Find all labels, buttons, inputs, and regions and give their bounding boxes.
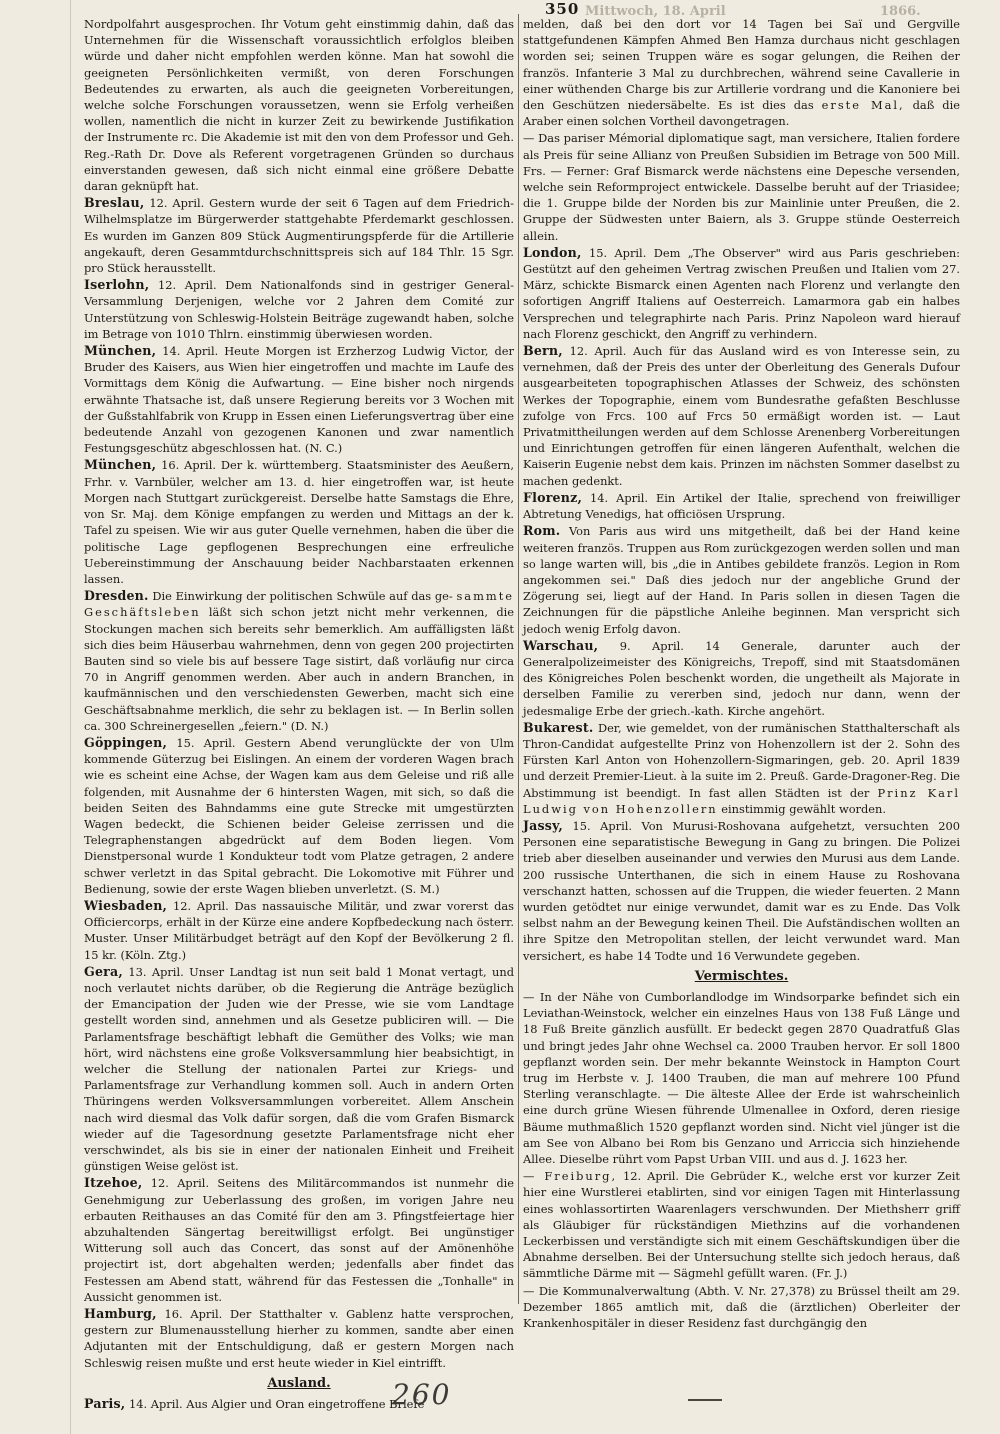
article-paris-cont-end: daß die Araber einen solchen Vortheil davongetragen. bbox=[523, 98, 960, 129]
article-bern bbox=[523, 343, 960, 489]
dateline-wiesbaden: Wiesbaden, bbox=[84, 897, 168, 913]
dateline-goeppingen: Göppingen, bbox=[84, 734, 168, 750]
article-muenchen-1-text: 14. April. Heute Morgen ist Erzherzog Ludwig Victor, der Bruder des Kaisers, aus Wien hier eingetroffen und machte im Laufe des Vormittags dem König die Aufwartung. — Eine bisher noch nirgends erwähnte Thatsache ist, daß unsere Regierung bereits vor 3 Wochen mit der Gußstahlfabrik von Krupp in Essen einen Lieferungsvertrag über eine bedeutende Anzahl von gezogenen Kanonen und zwar namentlich Festungsgeschütz abgeschlossen hat. (N. C.) bbox=[84, 344, 514, 456]
article-bukarest-text-a: Der, wie gemeldet, von der rumänischen Statthalterschaft als Thron-Candidat aufgestellte Prinz von Hohenzollern ist der 2. Sohn des Fürsten Karl Anton von Hohenzollern-Sigmaringen, geb. 20. April 1839 und derzeit Premier-Lieut. à la suite im 2. Preuß. Garde-Dragoner-Reg. Die Abstimmung ist beendigt. In fast allen Städten ist der bbox=[523, 720, 961, 800]
article-paris-continued bbox=[523, 16, 960, 129]
article-dresden-spaced: sammte Geschäftsleben bbox=[84, 589, 515, 620]
article-rom-text: Von Paris aus wird uns mitgetheilt, daß bei der Hand keine weiteren französ. Truppen aus Rom zurückgezogen werden sollen und man so lange warten will, bis „die in Antibes gebildete französ. Legion in Rom angekommen sei." Daß dies jedoch nur der angebliche Grund der Zögerung sei, liegt auf der Hand. In Paris sollen in diesen Tagen die Zeichnungen für die päpstliche Anleihe beginnen. Man verspricht sich jedoch wenig Erfolg davon. bbox=[523, 524, 960, 636]
article-itzehoe bbox=[84, 1175, 514, 1305]
dateline-london: London, bbox=[523, 244, 582, 260]
column-divider bbox=[518, 14, 519, 1304]
dateline-breslau: Breslau, bbox=[84, 195, 145, 211]
article-bukarest-spaced: Prinz Karl Ludwig von Hohenzollern bbox=[523, 785, 960, 816]
dateline-dresden: Dresden. bbox=[84, 588, 149, 604]
article-goeppingen bbox=[84, 735, 514, 897]
article-gera-text: 13. April. Unser Landtag ist nun seit bald 1 Monat vertagt, und noch verlautet nichts darüber, ob die Regierung die Anträge bezüglich der Emancipation der Juden wie der Presse, wie sie vom Landtage gestellt worden sind, annehmen und als Gesetze publiciren will. — Die Parlamentsfrage beschäftigt lebhaft die Gemüther des Volks; wie man hört, wird nächstens eine große Volksversammlung hier beabsichtigt, in welcher die Stellung der nationalen Partei zur Kriegs- und Parlamentsfrage zur Verhandlung kommen soll. Auch in andern Orten Thüringens werden Volksversammlungen vorbereitet. Allem Anschein nach wird diesmal das Volk dafür sorgen, daß die vom Grafen Bismarck wieder auf die Tagesordnung gesetzte Parlamentsfrage nicht eher verschwindet, als bis sie in einer der nationalen Einheit und Freiheit günstigen Weise gelöst ist. bbox=[84, 964, 514, 1174]
article-dresden-text-b: läßt sich schon jetzt nicht mehr verkennen, die Stockungen machen sich bereits sehr bemerklich. Am auffälligsten läßt sich dies beim Häuserbau wahrnehmen, denn von gegen 200 projectirten Bauten sind so viele bis auf bessere Tage sistirt, daß vorläufig nur circa 70 in Angriff genommen werden. Aber auch in andern Branchen, in kaufmännischen und den verschiedensten Gewerben, macht sich eine Geschäftsabnahme merklich, die sehr zu beklagen ist. — In Berlin sollen ca. 300 Schreinergesellen „feiern." (D. N.) bbox=[84, 605, 514, 733]
dateline-muenchen-2: München, bbox=[84, 457, 157, 473]
article-gera bbox=[84, 964, 514, 1175]
article-breslau bbox=[84, 195, 514, 276]
article-weinstock: — In der Nähe von Cumborlandlodge im Windsorparke befindet sich ein Leviathan-Weinstock, welcher ein einzelnes Haus von 138 Fuß Länge und 18 Fuß Breite gänzlich ausfüllt. Er bedeckt gegen 2870 Quadratfuß Glas und bringt jedes Jahr ohne Wechsel ca. 2000 Trauben hervor. Er soll 1800 gepflanzt worden sein. Der mehr bekannte Weinstock in Hampton Court trug im Herbste v. J. 1400 Trauben, die man auf mehrere 100 Pfund Sterling veranschlagte. — Die älteste Allee der Erde ist wahrscheinlich eine durch grüne Wiesen führende Ulmenallee in Oxford, deren riesige Bäume muthmaßlich 1520 gepflanzt worden sind. Nicht viel jünger ist die am See von Albano bei Rom bis Genzano und Arriccia sich hinziehende Allee. Dieselbe rührt vom Papst Urban VIII. und aus d. J. 1623 her. bbox=[523, 989, 960, 1167]
article-rom bbox=[523, 523, 960, 636]
article-paris-cont-text: melden, daß bei den dort vor 14 Tagen bei Saï und Gergville stattgefundenen Kämpfen Ahmed Ben Hamza durchaus nicht geschlagen worden sei; seinen Truppen wäre es sogar gelungen, die Reihen der französ. Infanterie 3 Mal zu durchbrechen, während seine Cavallerie in einer wüthenden Charge bis zur Artillerie vordrang und die Kanoniere bei den Geschützen niedersäbelte. Es ist dies das bbox=[523, 17, 960, 113]
header-date-bleed: Mittwoch, 18. April bbox=[585, 4, 726, 19]
article-iserlohn bbox=[84, 277, 514, 342]
dateline-bukarest: Bukarest. bbox=[523, 719, 594, 735]
dateline-hamburg: Hamburg, bbox=[84, 1306, 157, 1322]
article-london bbox=[523, 245, 960, 342]
dateline-jassy: Jassy, bbox=[523, 817, 563, 833]
article-jassy bbox=[523, 818, 960, 964]
right-column bbox=[523, 16, 960, 1332]
article-memorial: — Das pariser Mémorial diplomatique sagt, man versichere, Italien fordere als Preis für seine Allianz von Preußen Subsidien im Betrage von 500 Mill. Frs. — Ferner: Graf Bismarck werde nächstens eine Depesche versenden, welche sein Reformproject entwickele. Dasselbe beruht auf der Triasidee; die 1. Gruppe bilde der Norden bis zur Mainlinie unter Preußen, die 2. Gruppe der Südwesten unter Baiern, als 3. Gruppe stünde Oesterreich allein. bbox=[523, 131, 960, 243]
dateline-gera: Gera, bbox=[84, 963, 123, 979]
article-warschau bbox=[523, 638, 960, 719]
article-wiesbaden-text: 12. April. Das nassauische Militär, und zwar vorerst das Officiercorps, erhält in der Kürze eine andere Kopfbedeckung nach österr. Muster. Unser Militärbudget beträgt auf den Kopf der Bevölkerung 2 fl. 15 kr. (Köln. Ztg.) bbox=[84, 898, 515, 962]
article-paris-text: 14. April. Aus Algier und Oran eingetroffene Briefe bbox=[129, 1397, 425, 1412]
handwritten-page-mark: 260 bbox=[392, 1378, 452, 1411]
article-bukarest bbox=[523, 720, 960, 817]
article-dresden bbox=[84, 588, 514, 734]
left-column bbox=[84, 16, 514, 1413]
page-number: 350 bbox=[545, 0, 580, 18]
article-florenz-text: 14. April. Ein Artikel der Italie, sprechend von freiwilliger Abtretung Venedigs, hat officiösen Ursprung. bbox=[523, 490, 961, 522]
section-heading-vermischtes: Vermischtes. bbox=[694, 968, 789, 984]
dateline-warschau: Warschau, bbox=[523, 637, 599, 653]
article-florenz bbox=[523, 490, 960, 522]
header-year-bleed: 1866. bbox=[880, 4, 921, 19]
article-wiesbaden bbox=[84, 898, 514, 963]
article-hamburg-text: 16. April. Der Statthalter v. Gablenz hatte versprochen, gestern zur Blumenausstellung hierher zu kommen, sandte aber einen Adjutanten mit der Entschuldigung, daß er gestern Morgen nach Schleswig reisen mußte und erst heute wieder in Kiel eintrifft. bbox=[84, 1307, 514, 1370]
article-jassy-text: 15. April. Von Murusi-Roshovana aufgehetzt, versuchten 200 Personen eine separatistische Bewegung in Gang zu bringen. Die Polizei trieb aber dieselben auseinander und verwies den Murusi aus dem Lande. 200 russische Unterthanen, die sich in einem Hause zu Roshovana verschanzt hatten, schossen auf die Truppen, die wieder feuerten. 2 Mann wurden getödtet nur einige verwundet, damit war es zu Ende. Das Volk selbst nahm an der Bewegung keinen Theil. Die Aufständischen wollten an ihre Spitze den Metropolitan stellen, der leicht verwundet ward. Man versichert, es habe 14 Todte und 16 Verwundete gegeben. bbox=[523, 818, 961, 963]
dateline-rom: Rom. bbox=[523, 523, 561, 539]
binding-edge bbox=[70, 0, 71, 1434]
article-dresden-text-a: Die Einwirkung der politischen Schwüle auf das ge- bbox=[152, 589, 453, 604]
bottom-dash-mark bbox=[688, 1399, 722, 1401]
dateline-itzehoe: Itzehoe, bbox=[84, 1175, 143, 1191]
article-bukarest-text-b: einstimmig gewählt worden. bbox=[721, 801, 886, 816]
article-muenchen-2 bbox=[84, 457, 514, 587]
dateline-freiburg: — Freiburg, bbox=[523, 1169, 618, 1184]
article-breslau-text: 12. April. Gestern wurde der seit 6 Tagen auf dem Friedrich-Wilhelmsplatze im Bürgerwerder stattgehabte Pferdemarkt geschlossen. Es wurden im Ganzen 809 Stück Augmentirungspferde für die Artillerie angekauft, deren Gesammtdurchschnittspreis sich auf 184 Thlr. 15 Sgr. pro Stück herausstellt. bbox=[84, 196, 514, 276]
article-london-text: 15. April. Dem „The Observer" wird aus Paris geschrieben: Gestützt auf den geheimen Vertrag zwischen Preußen und Italien vom 27. März, schickte Bismarck einen Agenten nach Florenz und verlangte den sofortigen Angriff Italiens auf Oesterreich. Lamarmora gab ein halbes Versprechen und telegraphirte nach Paris. Prinz Napoleon ward hierauf nach Florenz geschickt, den Angriff zu verhindern. bbox=[523, 245, 960, 341]
article-itzehoe-text: 12. April. Seitens des Militärcommandos ist nunmehr die Genehmigung zur Ueberlassung des großen, im vorigen Jahre neu erbauten Reithauses an das Comité für den am 3. Pfingstfeiertage hier abzuhaltenden Sängertag bereitwilligst erfolgt. Bei ungünstiger Witterung soll auch das Concert, das sonst auf der Amönenhöhe projectirt ist, dort abgehalten werden; jedenfalls aber findet das Festessen am Abend statt, während für das Festessen die „Tonhalle" in Aussicht genommen ist. bbox=[84, 1176, 514, 1304]
dateline-bern: Bern, bbox=[523, 343, 563, 359]
article-freiburg-text: 12. April. Die Gebrüder K., welche erst vor kurzer Zeit hier eine Wurstlerei etablirten, sind vor einigen Tagen mit Hinterlassung eines wohlassortirten Waarenlagers verschwunden. Der Miethsherr griff als Gläubiger für rückständigen Miethzins auf die vorhandenen Leckerbissen und verständigte sich mit einem Geschäftskundigen über die Abnahme derselben. Bei der Untersuchung stellte sich jedoch heraus, daß sämmtliche Därme mit — Sägmehl gefüllt waren. (Fr. J.) bbox=[523, 1169, 961, 1281]
dateline-iserlohn: Iserlohn, bbox=[84, 277, 150, 293]
article-iserlohn-text: 12. April. Dem Nationalfonds sind in gestriger General-Versammlung Derjenigen, welche vor 2 Jahren dem Comité zur Unterstützung von Schleswig-Holstein Beiträge zugewandt haben, solche im Betrage von 1010 Thlrn. einstimmig überwiesen worden. bbox=[84, 278, 514, 341]
dateline-florenz: Florenz, bbox=[523, 489, 583, 505]
article-freiburg bbox=[523, 1168, 960, 1281]
article-muenchen-1 bbox=[84, 343, 514, 456]
article-bruessel: — Die Kommunalverwaltung (Abth. V. Nr. 27,378) zu Brüssel theilt am 29. Dezember 1865 amtlich mit, daß die (ärztlichen) Oberleiter der Krankenhospitäler in dieser Residenz fast durchgängig den bbox=[523, 1283, 960, 1331]
article-hamburg bbox=[84, 1306, 514, 1371]
article-warschau-text: 9. April. 14 Generale, darunter auch der Generalpolizeimeister des Königreichs, Trepoff, sind mit Staatsdomänen des Königreiches Polen beschenkt worden, die ungetheilt als Majorate in derselben Familie zu vererben sind, jedoch nur dann, wenn der jedesmalige Erbe der griech.-kath. Kirche angehört. bbox=[523, 638, 960, 718]
dateline-paris: Paris, bbox=[84, 1396, 126, 1412]
article-bern-text: 12. April. Auch für das Ausland wird es von Interesse sein, zu vernehmen, daß der Preis des unter der Oberleitung des Generals Dufour ausgearbeiteten topographischen Atlasses der Schweiz, des schönsten Werkes der Topographie, einem vom Bundesrathe gefaßten Beschlusse zufolge von Frcs. 100 auf Frcs 50 ermäßigt worden ist. — Laut Privatmittheilungen werden auf dem Schlosse Arenenberg Vorbereitungen und Einrichtungen getroffen für einen längeren Aufenthalt, welchen die Kaiserin Eugenie nebst dem kais. Prinzen im nächsten Sommer daselbst zu machen gedenkt. bbox=[523, 344, 961, 488]
article-nordpolfahrt: Nordpolfahrt ausgesprochen. Ihr Votum geht einstimmig dahin, daß das Unternehmen für die Wissenschaft voraussichtlich erfolglos bleiben würde und daher nicht empfohlen werden könne. Man hat sowohl die geeigneten Persönlichkeiten vermißt, von deren Forschungen Bedeutendes zu erwarten, als auch die geeigneten Vorbereitungen, welche solche Forschungen voraussetzen, wenn sie Erfolg verheißen wollen, namentlich die nicht in kurzer Zeit zu bewirkende Justifikation der Instrumente rc. Die Akademie ist mit den von dem Professor und Geh. Reg.-Rath Dr. Dove als Referent vorgetragenen Gründen so durchaus einverstanden gewesen, daß sich nicht einmal eine größere Debatte daran geknüpft hat. bbox=[84, 17, 514, 194]
dateline-muenchen-1: München, bbox=[84, 343, 157, 359]
article-paris-spaced: erste Mal, bbox=[821, 98, 905, 113]
section-heading-ausland: Ausland. bbox=[267, 1375, 331, 1391]
article-goeppingen-text: 15. April. Gestern Abend verunglückte der von Ulm kommende Güterzug bei Eislingen. An einem der vorderen Wagen brach wie es scheint eine Achse, der Wagen kam aus dem Geleise und riß alle folgenden, mit Ausnahme der 6 hintersten Wagen, mit sich, so daß die beiden Seiten des Bahndamms eine gute Strecke mit umgestürzten Wagen bedeckt, die Schienen beider Geleise zerrissen und die Telegraphenstangen abgedrückt auf dem Boden liegen. Vom Dienstpersonal wurde 1 Kondukteur todt vom Platze getragen, 2 andere schwer verletzt in das Spital gebracht. Die Lokomotive mit Führer und Bedienung, sowie der erste Wagen blieben unverletzt. (S. M.) bbox=[84, 735, 514, 896]
article-muenchen-2-text: 16. April. Der k. württemberg. Staatsminister des Aeußern, Frhr. v. Varnbüler, welcher am 13. d. hier eingetroffen war, ist heute Morgen nach Stuttgart zurückgereist. Derselbe hatte Samstags die Ehre, von Sr. Maj. dem Könige empfangen zu werden und Mittags an der k. Tafel zu speisen. Wie wir aus guter Quelle vernehmen, haben die über die politische Lage gepflogenen Besprechungen eine erfreuliche Uebereinstimmung der Anschauung beider Nachbarstaaten erkennen lassen. bbox=[84, 458, 514, 586]
